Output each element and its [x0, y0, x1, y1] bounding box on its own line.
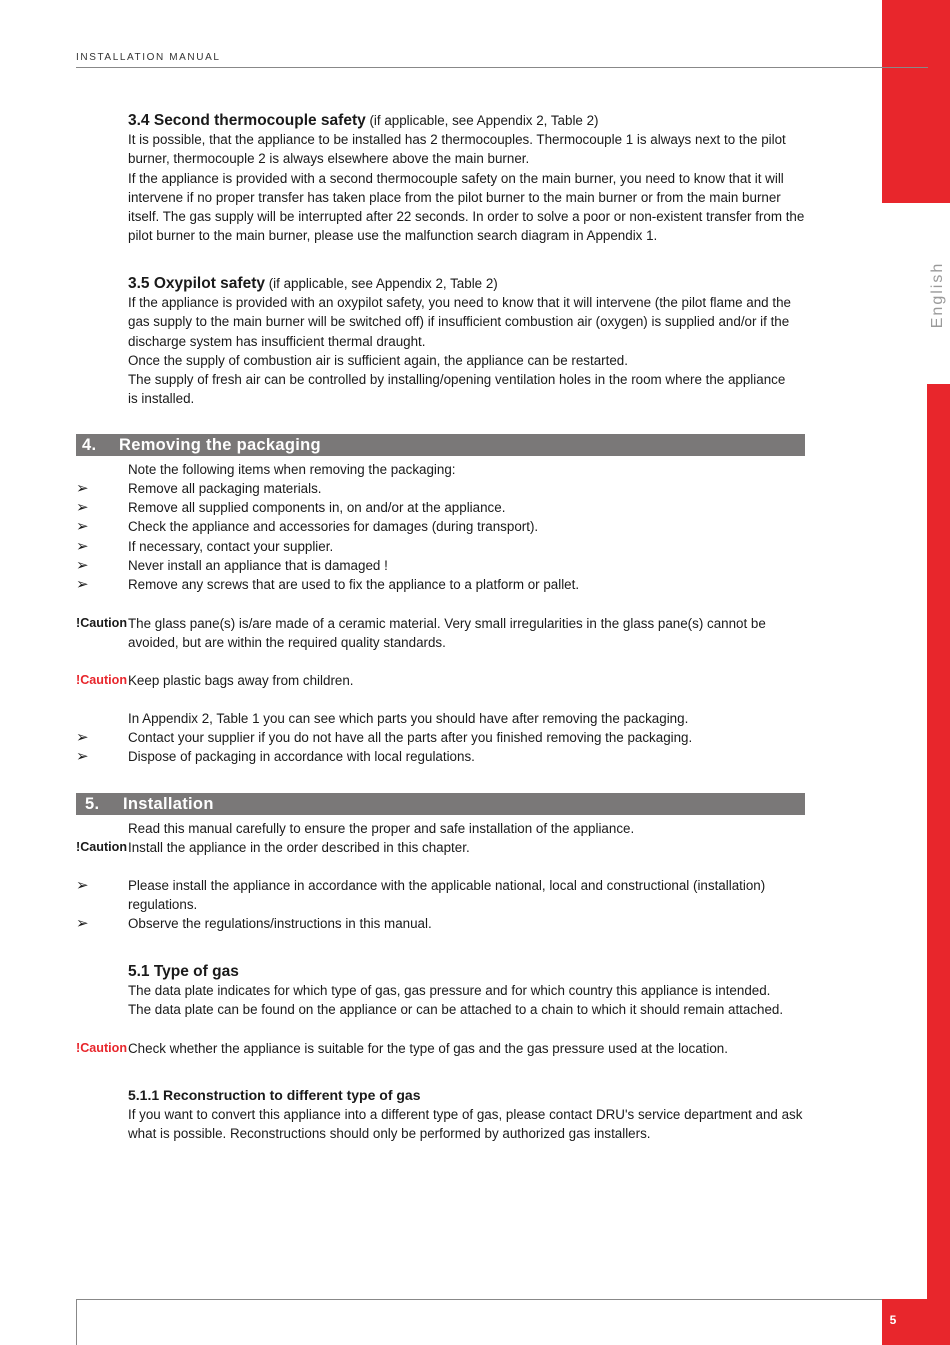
red-corner-tab: [882, 0, 950, 203]
footer-rule-vertical: [76, 1299, 77, 1345]
section-5-intro: Read this manual carefully to ensure the proper and safe installation of the appliance.: [128, 821, 635, 836]
section-5-1-1: [128, 1086, 818, 1144]
list-item: Observe the regulations/instructions in this manual.: [128, 916, 432, 931]
section-3-4: [128, 111, 818, 245]
appendix-note: In Appendix 2, Table 1 you can see which parts you should have after removing the packaging.: [128, 711, 689, 726]
footer-rule: [76, 1299, 882, 1300]
arrow-bullet-icon: ➢: [76, 499, 89, 516]
section-5-title: Installation: [123, 795, 214, 813]
section-5-1-title: 5.1 Type of gas: [128, 963, 239, 980]
list-item: Remove any screws that are used to fix the appliance to a platform or pallet.: [128, 577, 580, 592]
paragraph-line: The glass pane(s) is/are made of a ceramic material. Very small irregularities in the glass pane(s) cannot be: [128, 616, 766, 631]
caution-label: !Caution: [76, 616, 128, 630]
language-label: English: [929, 261, 946, 329]
section-3-5-title: 3.5 Oxypilot safety: [128, 275, 265, 292]
section-3-4-heading: [128, 111, 818, 130]
section-3-5-heading: [128, 274, 818, 293]
caution-label: !Caution: [76, 673, 128, 687]
caution-text: Keep plastic bags away from children.: [128, 673, 354, 688]
header-rule: [76, 67, 928, 68]
paragraph-line: The data plate indicates for which type of gas, gas pressure and for which country this appliance is intended.: [128, 983, 771, 999]
arrow-bullet-icon: ➢: [76, 915, 89, 932]
paragraph-line: If you want to convert this appliance into a different type of gas, please contact DRU's service department and ask: [128, 1107, 803, 1123]
section-4-header: [76, 434, 805, 456]
section-4-number: 4.: [82, 436, 97, 454]
paragraph-line: Please install the appliance in accordance with the applicable national, local and constructional (installation): [128, 878, 766, 893]
list-item: If necessary, contact your supplier.: [128, 539, 334, 554]
paragraph-line: gas supply to the main burner will be switched off) if insufficient combustion air (oxygen) is supplied and/or if the: [128, 314, 790, 330]
arrow-bullet-icon: ➢: [76, 748, 89, 765]
paragraph-line: pilot burner to the main burner, please use the malfunction search diagram in Appendix 1.: [128, 228, 658, 244]
caution-text: [128, 614, 818, 652]
section-4-title: Removing the packaging: [119, 436, 321, 454]
list-item: Check the appliance and accessories for damages (during transport).: [128, 519, 539, 534]
red-side-stripe: [927, 384, 950, 1345]
section-3-5: [128, 274, 818, 408]
paragraph-line: If the appliance is provided with a second thermocouple safety on the main burner, you need to know that it will: [128, 170, 784, 186]
paragraph-line: The data plate can be found on the appliance or can be attached to a chain to which it should remain attached.: [128, 1002, 784, 1018]
caution-label: !Caution: [76, 840, 128, 854]
section-5-1: [128, 962, 818, 1020]
paragraph-line: what is possible. Reconstructions should only be performed by authorized gas installers.: [128, 1126, 651, 1142]
paragraph-line: avoided, but are within the required quality standards.: [128, 635, 446, 651]
caution-label: !Caution: [76, 1041, 128, 1055]
header-title: INSTALLATION MANUAL: [76, 52, 221, 63]
caution-text: Install the appliance in the order described in this chapter.: [128, 840, 470, 855]
arrow-bullet-icon: ➢: [76, 877, 89, 894]
arrow-bullet-icon: ➢: [76, 518, 89, 535]
paragraph-line: If the appliance is provided with an oxypilot safety, you need to know that it will intervene (the pilot flame and the: [128, 295, 791, 311]
list-item: Never install an appliance that is damaged !: [128, 558, 388, 573]
arrow-bullet-icon: ➢: [76, 538, 89, 555]
paragraph-line: Once the supply of combustion air is sufficient again, the appliance can be restarted.: [128, 352, 628, 368]
paragraph-line: regulations.: [128, 897, 198, 913]
paragraph-line: discharge system has insufficient thermal draught.: [128, 333, 426, 349]
section-4-intro: Note the following items when removing the packaging:: [128, 462, 456, 477]
arrow-bullet-icon: ➢: [76, 557, 89, 574]
section-3-4-note: (if applicable, see Appendix 2, Table 2): [365, 113, 599, 128]
section-5-header: [76, 793, 805, 815]
section-3-5-note: (if applicable, see Appendix 2, Table 2): [264, 276, 498, 291]
list-item: Dispose of packaging in accordance with local regulations.: [128, 749, 475, 764]
paragraph-line: intervene if no proper transfer has taken place from the pilot burner to the main burner or from the main burner: [128, 189, 781, 205]
list-item: Remove all supplied components in, on and/or at the appliance.: [128, 500, 506, 515]
list-item: Contact your supplier if you do not have all the parts after you finished removing the packaging.: [128, 730, 693, 745]
paragraph-line: itself. The gas supply will be interrupted after 22 seconds. In order to solve a poor or non-existent transfer from the: [128, 209, 805, 225]
paragraph-line: burner, thermocouple 2 is always elsewhere above the main burner.: [128, 151, 530, 167]
caution-text: Check whether the appliance is suitable for the type of gas and the gas pressure used at the location.: [128, 1041, 728, 1056]
paragraph-line: is installed.: [128, 391, 195, 407]
paragraph-line: It is possible, that the appliance to be installed has 2 thermocouples. Thermocouple 1 is always next to the pilot: [128, 132, 786, 148]
list-item: [128, 876, 818, 914]
section-3-4-title: 3.4 Second thermocouple safety: [128, 112, 366, 129]
language-tab: [918, 250, 950, 340]
arrow-bullet-icon: ➢: [76, 576, 89, 593]
paragraph-line: The supply of fresh air can be controlled by installing/opening ventilation holes in the room where the appliance: [128, 372, 786, 388]
arrow-bullet-icon: ➢: [76, 480, 89, 497]
page-number: 5: [889, 1313, 897, 1327]
section-5-number: 5.: [85, 795, 100, 813]
arrow-bullet-icon: ➢: [76, 729, 89, 746]
section-5-1-1-title: 5.1.1 Reconstruction to different type of gas: [128, 1087, 421, 1103]
list-item: Remove all packaging materials.: [128, 481, 322, 496]
